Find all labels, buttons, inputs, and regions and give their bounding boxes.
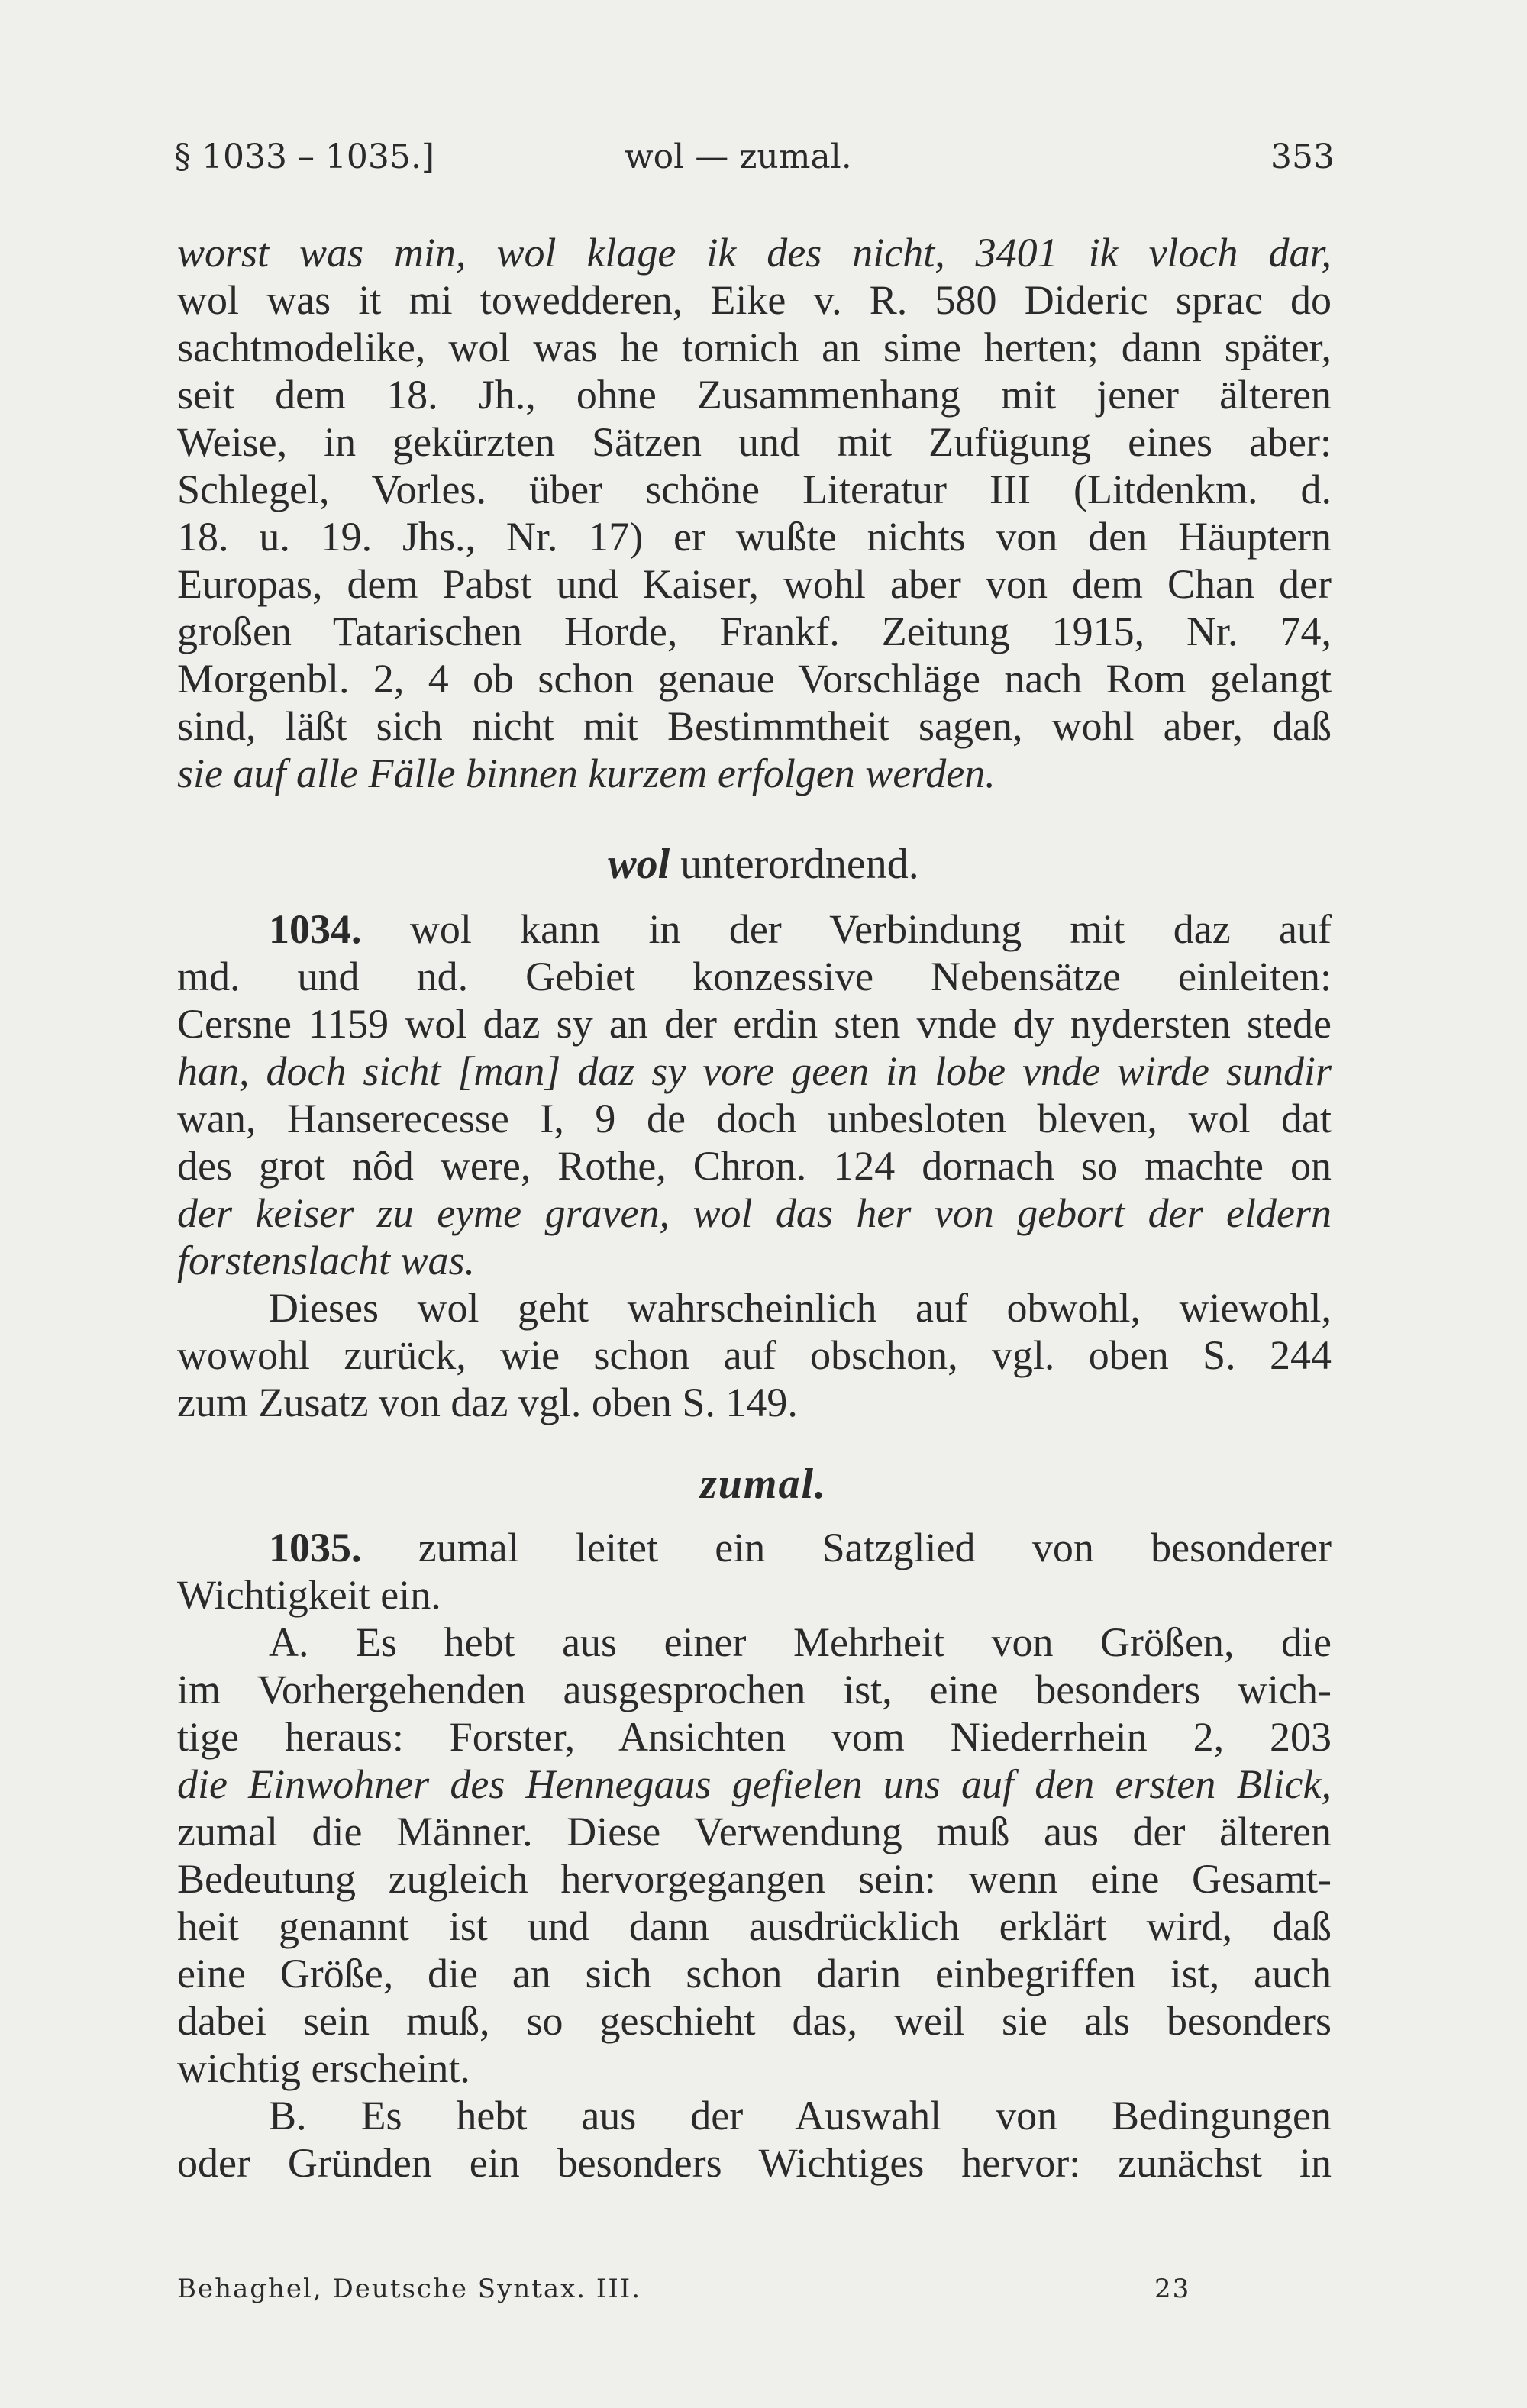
text-line-rest: wol kann in der Verbindung mit daz auf bbox=[361, 906, 1332, 952]
text-line: oder Gründen ein besonders Wichtiges hervor: zunächst in bbox=[177, 2140, 1332, 2186]
continuation-paragraph bbox=[177, 229, 1332, 797]
text-line: md. und nd. Gebiet konzessive Nebensätze einleiten: bbox=[177, 954, 1332, 999]
text-line: forstenslacht was. bbox=[177, 1238, 476, 1283]
text-line: des grot nôd were, Rothe, Chron. 124 dornach so machte on bbox=[177, 1143, 1332, 1189]
text-line: seit dem 18. Jh., ohne Zusammenhang mit jener älteren bbox=[177, 372, 1332, 418]
section-number-1035: 1035. bbox=[269, 1525, 362, 1570]
running-title: wol — zumal. bbox=[625, 137, 852, 176]
text-line: Europas, dem Pabst und Kaiser, wohl aber von dem Chan der bbox=[177, 561, 1332, 607]
sheet-number: 23 bbox=[1154, 2274, 1191, 2304]
text-line: im Vorhergehenden ausgesprochen ist, eine besonders wich- bbox=[177, 1667, 1332, 1712]
text-line: Dieses wol geht wahrscheinlich auf obwohl, wiewohl, bbox=[269, 1285, 1332, 1331]
text-line-rest: zumal leitet ein Satzglied von besonderer bbox=[361, 1525, 1332, 1570]
text-line bbox=[177, 1524, 1332, 1571]
page-number: 353 bbox=[1270, 137, 1335, 176]
text-line: wol was it mi towedderen, Eike v. R. 580 Dideric sprac do bbox=[177, 277, 1332, 323]
text-line: A. Es hebt aus einer Mehrheit von Größen, die bbox=[269, 1619, 1332, 1665]
section-heading-wol bbox=[0, 840, 1527, 889]
text-line: großen Tatarischen Horde, Frankf. Zeitung 1915, Nr. 74, bbox=[177, 608, 1332, 654]
text-line: Wichtigkeit ein. bbox=[177, 1572, 441, 1618]
section-heading-zumal: zumal. bbox=[699, 1461, 828, 1508]
text-line: zumal die Männer. Diese Verwendung muß aus der älteren bbox=[177, 1809, 1332, 1854]
text-line: Morgenbl. 2, 4 ob schon genaue Vorschläge nach Rom gelangt bbox=[177, 656, 1332, 702]
text-line: sachtmodelike, wol was he tornich an sime herten; dann später, bbox=[177, 324, 1332, 370]
text-line: eine Größe, die an sich schon darin einbegriffen ist, auch bbox=[177, 1951, 1332, 1996]
heading-rest: unterordnend. bbox=[670, 841, 919, 888]
section-number-1034: 1034. bbox=[269, 906, 362, 952]
text-line: Weise, in gekürzten Sätzen und mit Zufügung eines aber: bbox=[177, 419, 1332, 465]
heading-keyword: wol bbox=[608, 841, 670, 888]
text-line: zum Zusatz von daz vgl. oben S. 149. bbox=[177, 1380, 798, 1425]
section-1034 bbox=[177, 905, 1332, 1426]
text-line: wichtig erscheint. bbox=[177, 2045, 470, 2091]
text-line: B. Es hebt aus der Auswahl von Bedingungen bbox=[269, 2093, 1332, 2138]
text-line: Cersne 1159 wol daz sy an der erdin sten vnde dy nydersten stede bbox=[177, 1001, 1332, 1047]
section-range: § 1033 – 1035.] bbox=[174, 137, 435, 176]
section-1035 bbox=[177, 1524, 1332, 2187]
text-line: wowohl zurück, wie schon auf obschon, vgl. oben S. 244 bbox=[177, 1332, 1332, 1378]
text-line: sie auf alle Fälle binnen kurzem erfolgen werden. bbox=[177, 750, 996, 796]
text-line: wan, Hanserecesse I, 9 de doch unbesloten bleven, wol dat bbox=[177, 1096, 1332, 1141]
text-line bbox=[177, 905, 1332, 953]
text-line: dabei sein muß, so geschieht das, weil sie als besonders bbox=[177, 1998, 1332, 2044]
signature-line: Behaghel, Deutsche Syntax. III. bbox=[177, 2274, 642, 2304]
text-line: tige heraus: Forster, Ansichten vom Niederrhein 2, 203 bbox=[177, 1714, 1332, 1760]
text-line: die Einwohner des Hennegaus gefielen uns auf den ersten Blick, bbox=[177, 1761, 1332, 1807]
running-header bbox=[174, 137, 1335, 176]
text-line: heit genannt ist und dann ausdrücklich erklärt wird, daß bbox=[177, 1903, 1332, 1949]
text-line: sind, läßt sich nicht mit Bestimmtheit sagen, wohl aber, daß bbox=[177, 703, 1332, 749]
text-line: Schlegel, Vorles. über schöne Literatur III (Litdenkm. d. bbox=[177, 466, 1332, 512]
text-line: han, doch sicht [man] daz sy vore geen in lobe vnde wirde sundir bbox=[177, 1048, 1332, 1094]
text-line: der keiser zu eyme graven, wol das her von gebort der eldern bbox=[177, 1190, 1332, 1236]
page-footer bbox=[177, 2274, 1191, 2304]
text-line: worst was min, wol klage ik des nicht, 3401 ik vloch dar, bbox=[177, 230, 1332, 276]
text-line: 18. u. 19. Jhs., Nr. 17) er wußte nichts von den Häuptern bbox=[177, 514, 1332, 560]
text-line: Bedeutung zugleich hervorgegangen sein: wenn eine Gesamt- bbox=[177, 1856, 1332, 1902]
